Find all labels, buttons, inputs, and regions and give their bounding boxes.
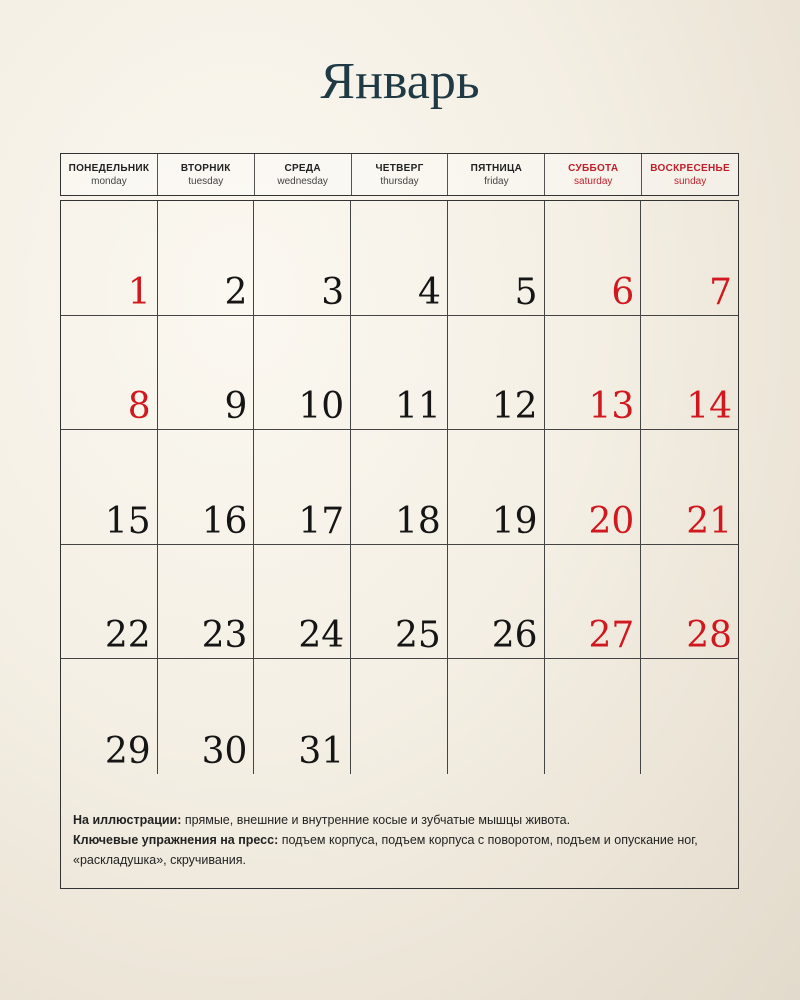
day-cell	[158, 316, 255, 431]
day-cell	[61, 316, 158, 431]
day-cell	[254, 545, 351, 660]
day-cell	[351, 545, 448, 660]
day-number: 6	[611, 271, 635, 313]
weekday-en: wednesday	[277, 175, 328, 187]
day-number: 17	[298, 500, 345, 542]
day-number: 4	[417, 271, 441, 313]
day-cell	[641, 316, 738, 431]
day-cell	[254, 201, 351, 316]
day-cell	[545, 316, 642, 431]
weekday-en: thursday	[380, 175, 419, 187]
day-cell	[545, 430, 642, 545]
note-line-2	[73, 830, 726, 870]
empty-day-cell	[545, 659, 642, 774]
month-title: Январь	[320, 53, 480, 110]
weekday-en: tuesday	[188, 175, 224, 187]
day-cell	[448, 201, 545, 316]
day-cell	[351, 316, 448, 431]
day-number: 2	[224, 271, 248, 313]
day-number: 16	[201, 500, 248, 542]
weekday-ru: ПЯТНИЦА	[470, 162, 523, 174]
weekday-ru: СРЕДА	[284, 162, 321, 174]
weekday-en: friday	[484, 175, 509, 187]
empty-day-cell	[351, 659, 448, 774]
day-cell	[158, 545, 255, 660]
day-number: 12	[491, 386, 538, 428]
day-cell	[545, 201, 642, 316]
day-number: 28	[686, 615, 732, 657]
note-text-exercises: подъем корпуса, подъем корпуса с поворотом, подъем и опускание ног, «раскладушка», скручивания.	[73, 833, 698, 867]
weekday-en: monday	[91, 175, 127, 187]
empty-day-cell	[448, 659, 545, 774]
day-cell	[61, 430, 158, 545]
weekday-en: saturday	[574, 175, 613, 187]
empty-day-cell	[641, 659, 738, 774]
day-number: 1	[127, 271, 151, 313]
day-number: 27	[588, 615, 635, 657]
weekday-ru: СУББОТА	[568, 162, 619, 174]
weekday-header	[60, 153, 739, 196]
day-number: 7	[709, 271, 732, 313]
day-number: 20	[588, 500, 635, 542]
day-number: 8	[127, 386, 151, 428]
weekday-thursday	[352, 154, 449, 195]
weekday-monday	[61, 154, 158, 195]
day-cell	[641, 430, 738, 545]
day-cell	[448, 316, 545, 431]
day-cell	[254, 659, 351, 774]
day-number: 24	[298, 615, 345, 657]
day-cell	[158, 201, 255, 316]
day-number: 22	[104, 615, 151, 657]
note-label-illustration: На иллюстрации:	[73, 813, 182, 827]
note-line-1	[73, 810, 726, 830]
weekday-sunday	[642, 154, 738, 195]
day-cell	[158, 430, 255, 545]
weekday-wednesday	[255, 154, 352, 195]
day-number: 14	[686, 386, 732, 428]
day-cell	[641, 201, 738, 316]
day-number: 9	[224, 386, 248, 428]
day-number: 15	[104, 500, 151, 542]
weekday-friday	[448, 154, 545, 195]
day-cell	[351, 201, 448, 316]
day-cell	[351, 430, 448, 545]
weekday-saturday	[545, 154, 642, 195]
day-number: 23	[201, 615, 248, 657]
weekday-tuesday	[158, 154, 255, 195]
day-cell	[61, 545, 158, 660]
day-number: 13	[588, 386, 635, 428]
weekday-ru: ЧЕТВЕРГ	[375, 162, 424, 174]
day-number: 19	[491, 500, 538, 542]
day-number: 10	[298, 386, 345, 428]
day-cells	[61, 201, 738, 774]
day-number: 5	[514, 271, 538, 313]
day-number: 30	[201, 730, 248, 772]
day-cell	[61, 659, 158, 774]
calendar-grid	[60, 200, 739, 889]
weekday-ru: ВТОРНИК	[180, 162, 231, 174]
day-number: 29	[104, 730, 151, 772]
day-cell	[254, 316, 351, 431]
day-number: 25	[395, 615, 441, 657]
day-number: 3	[321, 271, 345, 313]
day-cell	[545, 545, 642, 660]
note-label-exercises: Ключевые упражнения на пресс:	[73, 833, 279, 847]
day-cell	[641, 545, 738, 660]
day-cell	[254, 430, 351, 545]
day-number: 21	[686, 500, 732, 542]
day-cell	[158, 659, 255, 774]
weekday-en: sunday	[673, 175, 707, 187]
weekday-ru: ВОСКРЕСЕНЬЕ	[650, 162, 730, 174]
note-text-illustration: прямые, внешние и внутренние косые и зубчатые мышцы живота.	[181, 813, 571, 827]
day-cell	[448, 545, 545, 660]
illustration-note	[61, 774, 738, 888]
day-cell	[448, 430, 545, 545]
day-number: 31	[298, 730, 345, 772]
day-number: 18	[395, 500, 441, 542]
day-number: 26	[491, 615, 538, 657]
day-cell	[61, 201, 158, 316]
weekday-ru: ПОНЕДЕЛЬНИК	[68, 162, 150, 174]
day-number: 11	[395, 386, 441, 428]
